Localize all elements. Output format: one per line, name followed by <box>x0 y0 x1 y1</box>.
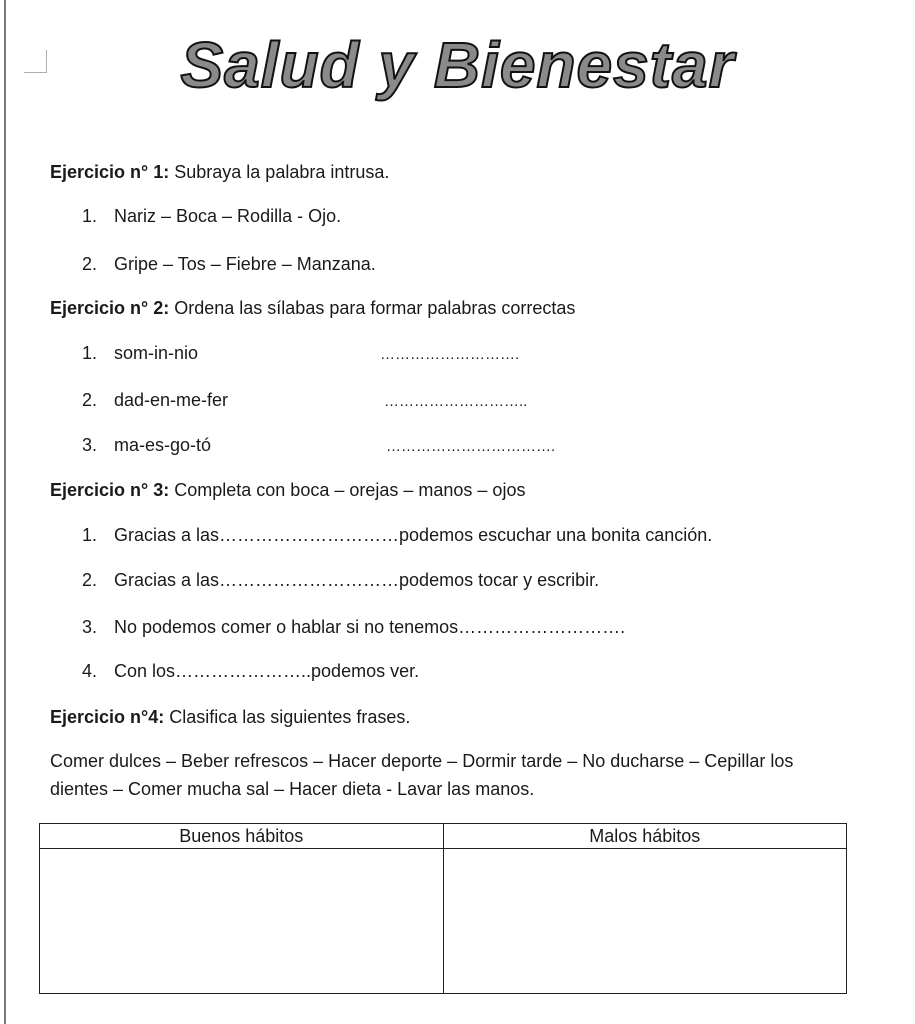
ex1-label: Ejercicio n° 1: <box>50 162 170 182</box>
page-left-edge <box>4 0 6 1024</box>
answer-blank: ………………………. <box>380 346 520 363</box>
ex4-label: Ejercicio n°4: <box>50 707 165 727</box>
ex3-item <box>82 570 599 591</box>
good-habits-cell[interactable] <box>40 849 444 994</box>
item-text: Gracias a las…………………………podemos escuchar una bonita canción. <box>114 525 713 545</box>
item-number: 1. <box>82 343 98 363</box>
ex1-item <box>82 206 341 227</box>
good-habits-header: Buenos hábitos <box>40 824 444 849</box>
ex2-instruction: Ordena las sílabas para formar palabras correctas <box>169 298 576 318</box>
ex3-instruction: Completa con boca – orejas – manos – ojos <box>169 480 526 500</box>
item-text: Con los…………………..podemos ver. <box>114 661 420 681</box>
ex3-heading <box>50 480 525 501</box>
item-text: ma-es-go-tó <box>114 435 212 455</box>
item-number: 4. <box>82 661 98 681</box>
item-text: som-in-nio <box>114 343 199 363</box>
ex2-item <box>82 390 228 411</box>
habits-table <box>39 823 847 994</box>
item-number: 2. <box>82 570 98 590</box>
item-number: 2. <box>82 390 98 410</box>
item-number: 3. <box>82 617 98 637</box>
item-text: Gripe – Tos – Fiebre – Manzana. <box>114 254 376 274</box>
ex2-item <box>82 435 211 456</box>
ex4-phrases-line-2: dientes – Comer mucha sal – Hacer dieta - Lavar las manos. <box>50 779 535 799</box>
bad-habits-cell[interactable] <box>443 849 847 994</box>
ex2-heading <box>50 298 575 319</box>
item-number: 1. <box>82 525 98 545</box>
ex2-label: Ejercicio n° 2: <box>50 298 170 318</box>
ex2-item <box>82 343 198 364</box>
ex3-item <box>82 617 625 638</box>
ex4-instruction: Clasifica las siguientes frases. <box>164 707 411 727</box>
ex4-phrases-line-1: Comer dulces – Beber refrescos – Hacer deporte – Dormir tarde – No ducharse – Cepillar los <box>50 751 794 771</box>
worksheet-title: Salud y Bienestar <box>180 29 735 101</box>
ex3-label: Ejercicio n° 3: <box>50 480 170 500</box>
item-text: No podemos comer o hablar si no tenemos………………………. <box>114 617 626 637</box>
ex1-instruction: Subraya la palabra intrusa. <box>169 162 390 182</box>
item-text: Gracias a las…………………………podemos tocar y escribir. <box>114 570 600 590</box>
ex1-item <box>82 254 376 275</box>
item-number: 3. <box>82 435 98 455</box>
ex3-item <box>82 525 712 546</box>
item-number: 2. <box>82 254 98 274</box>
ex4-heading <box>50 707 410 728</box>
item-text: dad-en-me-fer <box>114 390 229 410</box>
bad-habits-header: Malos hábitos <box>443 824 847 849</box>
item-number: 1. <box>82 206 98 226</box>
item-text: Nariz – Boca – Rodilla - Ojo. <box>114 206 342 226</box>
answer-blank: ……………………….. <box>384 393 528 410</box>
ex3-item <box>82 661 419 682</box>
ex1-heading <box>50 162 389 183</box>
answer-blank: ……………………………. <box>386 438 556 455</box>
